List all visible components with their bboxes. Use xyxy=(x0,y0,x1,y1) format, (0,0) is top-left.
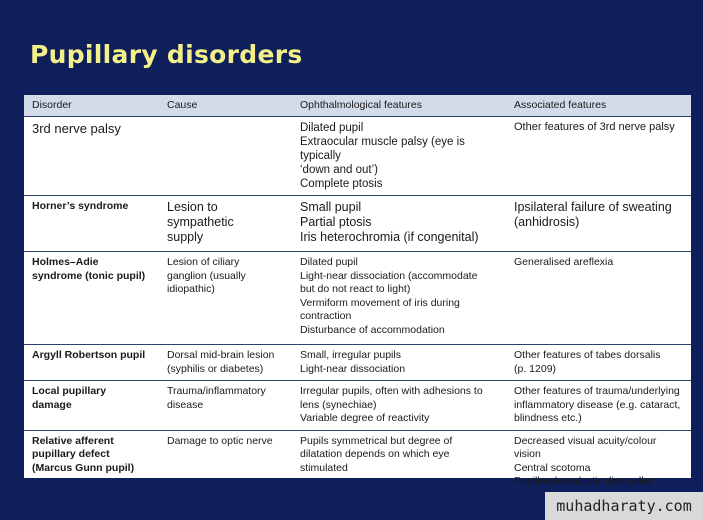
header-cause: Cause xyxy=(159,95,292,117)
table-row xyxy=(24,196,691,252)
feature-line: lens (synechiae) xyxy=(300,398,377,411)
feature-line: Light-near dissociation xyxy=(300,362,406,375)
cell-cause xyxy=(159,196,292,252)
cell-features xyxy=(292,117,506,196)
associated-line: inflammatory disease (e.g. cataract, xyxy=(514,398,681,411)
feature-line: Small pupil xyxy=(300,200,362,214)
cell-associated xyxy=(506,117,691,196)
cell-features xyxy=(292,345,506,381)
disorder-name: Holmes–Adie xyxy=(32,256,99,268)
cell-cause xyxy=(159,381,292,431)
associated-line: Central scotoma xyxy=(514,461,591,474)
header-row xyxy=(24,95,691,117)
table-row xyxy=(24,252,691,345)
cell-associated xyxy=(506,196,691,252)
disorder-name: 3rd nerve palsy xyxy=(32,121,121,136)
associated-line: vision xyxy=(514,448,541,460)
cell-associated xyxy=(506,430,691,493)
associated-line: Papilloedema/optic disc pallor xyxy=(514,475,653,487)
cell-associated xyxy=(506,252,691,345)
pupillary-disorders-table xyxy=(24,95,691,487)
cause-line: supply xyxy=(167,230,204,244)
header-disorder: Disorder xyxy=(24,95,159,117)
feature-line: stimulated xyxy=(300,461,348,474)
disorder-name: (Marcus Gunn pupil) xyxy=(32,461,135,474)
feature-line: Disturbance of accommodation xyxy=(300,323,445,336)
cell-associated xyxy=(506,345,691,381)
feature-line: Variable degree of reactivity xyxy=(300,412,430,424)
feature-line: Partial ptosis xyxy=(300,215,372,229)
disorder-name: Horner’s syndrome xyxy=(32,200,129,212)
cause-line: Damage to optic nerve xyxy=(167,434,273,447)
feature-line: Small, irregular pupils xyxy=(300,349,401,361)
cell-cause xyxy=(159,345,292,381)
disorder-name: damage xyxy=(32,398,72,411)
disorder-name: syndrome (tonic pupil) xyxy=(32,269,146,282)
feature-line: Iris heterochromia (if congenital) xyxy=(300,230,479,244)
feature-line: Pupils symmetrical but degree of xyxy=(300,434,453,447)
cause-line: (syphilis or diabetes) xyxy=(167,362,264,375)
feature-line: Light-near dissociation (accommodate xyxy=(300,269,478,282)
cell-disorder xyxy=(24,345,159,381)
cause-line: Lesion of ciliary xyxy=(167,256,240,268)
feature-line: ‘down and out’) xyxy=(300,164,378,176)
cell-disorder xyxy=(24,381,159,431)
cell-features xyxy=(292,381,506,431)
feature-line: dilatation depends on which eye xyxy=(300,448,450,460)
feature-line: Dilated pupil xyxy=(300,122,364,134)
feature-line: Dilated pupil xyxy=(300,256,358,268)
table-row xyxy=(24,345,691,381)
feature-line: Vermiform movement of iris during xyxy=(300,296,460,309)
table xyxy=(24,95,691,493)
associated-line: Ipsilateral failure of sweating xyxy=(514,200,672,214)
table-row xyxy=(24,117,691,196)
associated-line: (p. 1209) xyxy=(514,362,557,375)
slide-title: Pupillary disorders xyxy=(30,40,303,69)
cause-line: idiopathic) xyxy=(167,283,215,295)
cause-line: Dorsal mid-brain lesion xyxy=(167,349,275,361)
associated-line: Other features of 3rd nerve palsy xyxy=(514,121,675,133)
disorder-name: pupillary defect xyxy=(32,448,110,460)
table-row xyxy=(24,430,691,493)
cell-disorder xyxy=(24,252,159,345)
disorder-name: Relative afferent xyxy=(32,434,114,447)
feature-line: Extraocular muscle palsy (eye is typically xyxy=(300,136,465,162)
associated-line: Other features of tabes dorsalis xyxy=(514,349,661,361)
associated-line: blindness etc.) xyxy=(514,412,582,424)
associated-line: Other features of trauma/underlying xyxy=(514,385,680,397)
table-row xyxy=(24,381,691,431)
header-ophthalmological-features: Ophthalmological features xyxy=(292,95,506,117)
feature-line: Irregular pupils, often with adhesions to xyxy=(300,385,483,397)
cell-cause xyxy=(159,117,292,196)
feature-line: Complete ptosis xyxy=(300,178,383,190)
associated-line: Generalised areflexia xyxy=(514,256,614,268)
feature-line: contraction xyxy=(300,310,352,322)
associated-line: Decreased visual acuity/colour xyxy=(514,434,657,447)
cause-line: Trauma/inflammatory xyxy=(167,385,266,397)
cell-features xyxy=(292,196,506,252)
associated-line: (anhidrosis) xyxy=(514,215,580,229)
cause-line: Lesion to sympathetic xyxy=(167,200,234,229)
cell-cause xyxy=(159,430,292,493)
cause-line: ganglion (usually xyxy=(167,269,246,282)
cell-disorder xyxy=(24,430,159,493)
header-associated-features: Associated features xyxy=(506,95,691,117)
disorder-name: Argyll Robertson pupil xyxy=(32,349,146,361)
cell-disorder xyxy=(24,196,159,252)
feature-line: but do not react to light) xyxy=(300,283,411,295)
cause-line: disease xyxy=(167,398,204,411)
cell-cause xyxy=(159,252,292,345)
disorder-name: Local pupillary xyxy=(32,385,107,397)
cell-associated xyxy=(506,381,691,431)
cell-features xyxy=(292,252,506,345)
cell-disorder xyxy=(24,117,159,196)
watermark: muhadharaty.com xyxy=(545,492,703,520)
cell-features xyxy=(292,430,506,493)
